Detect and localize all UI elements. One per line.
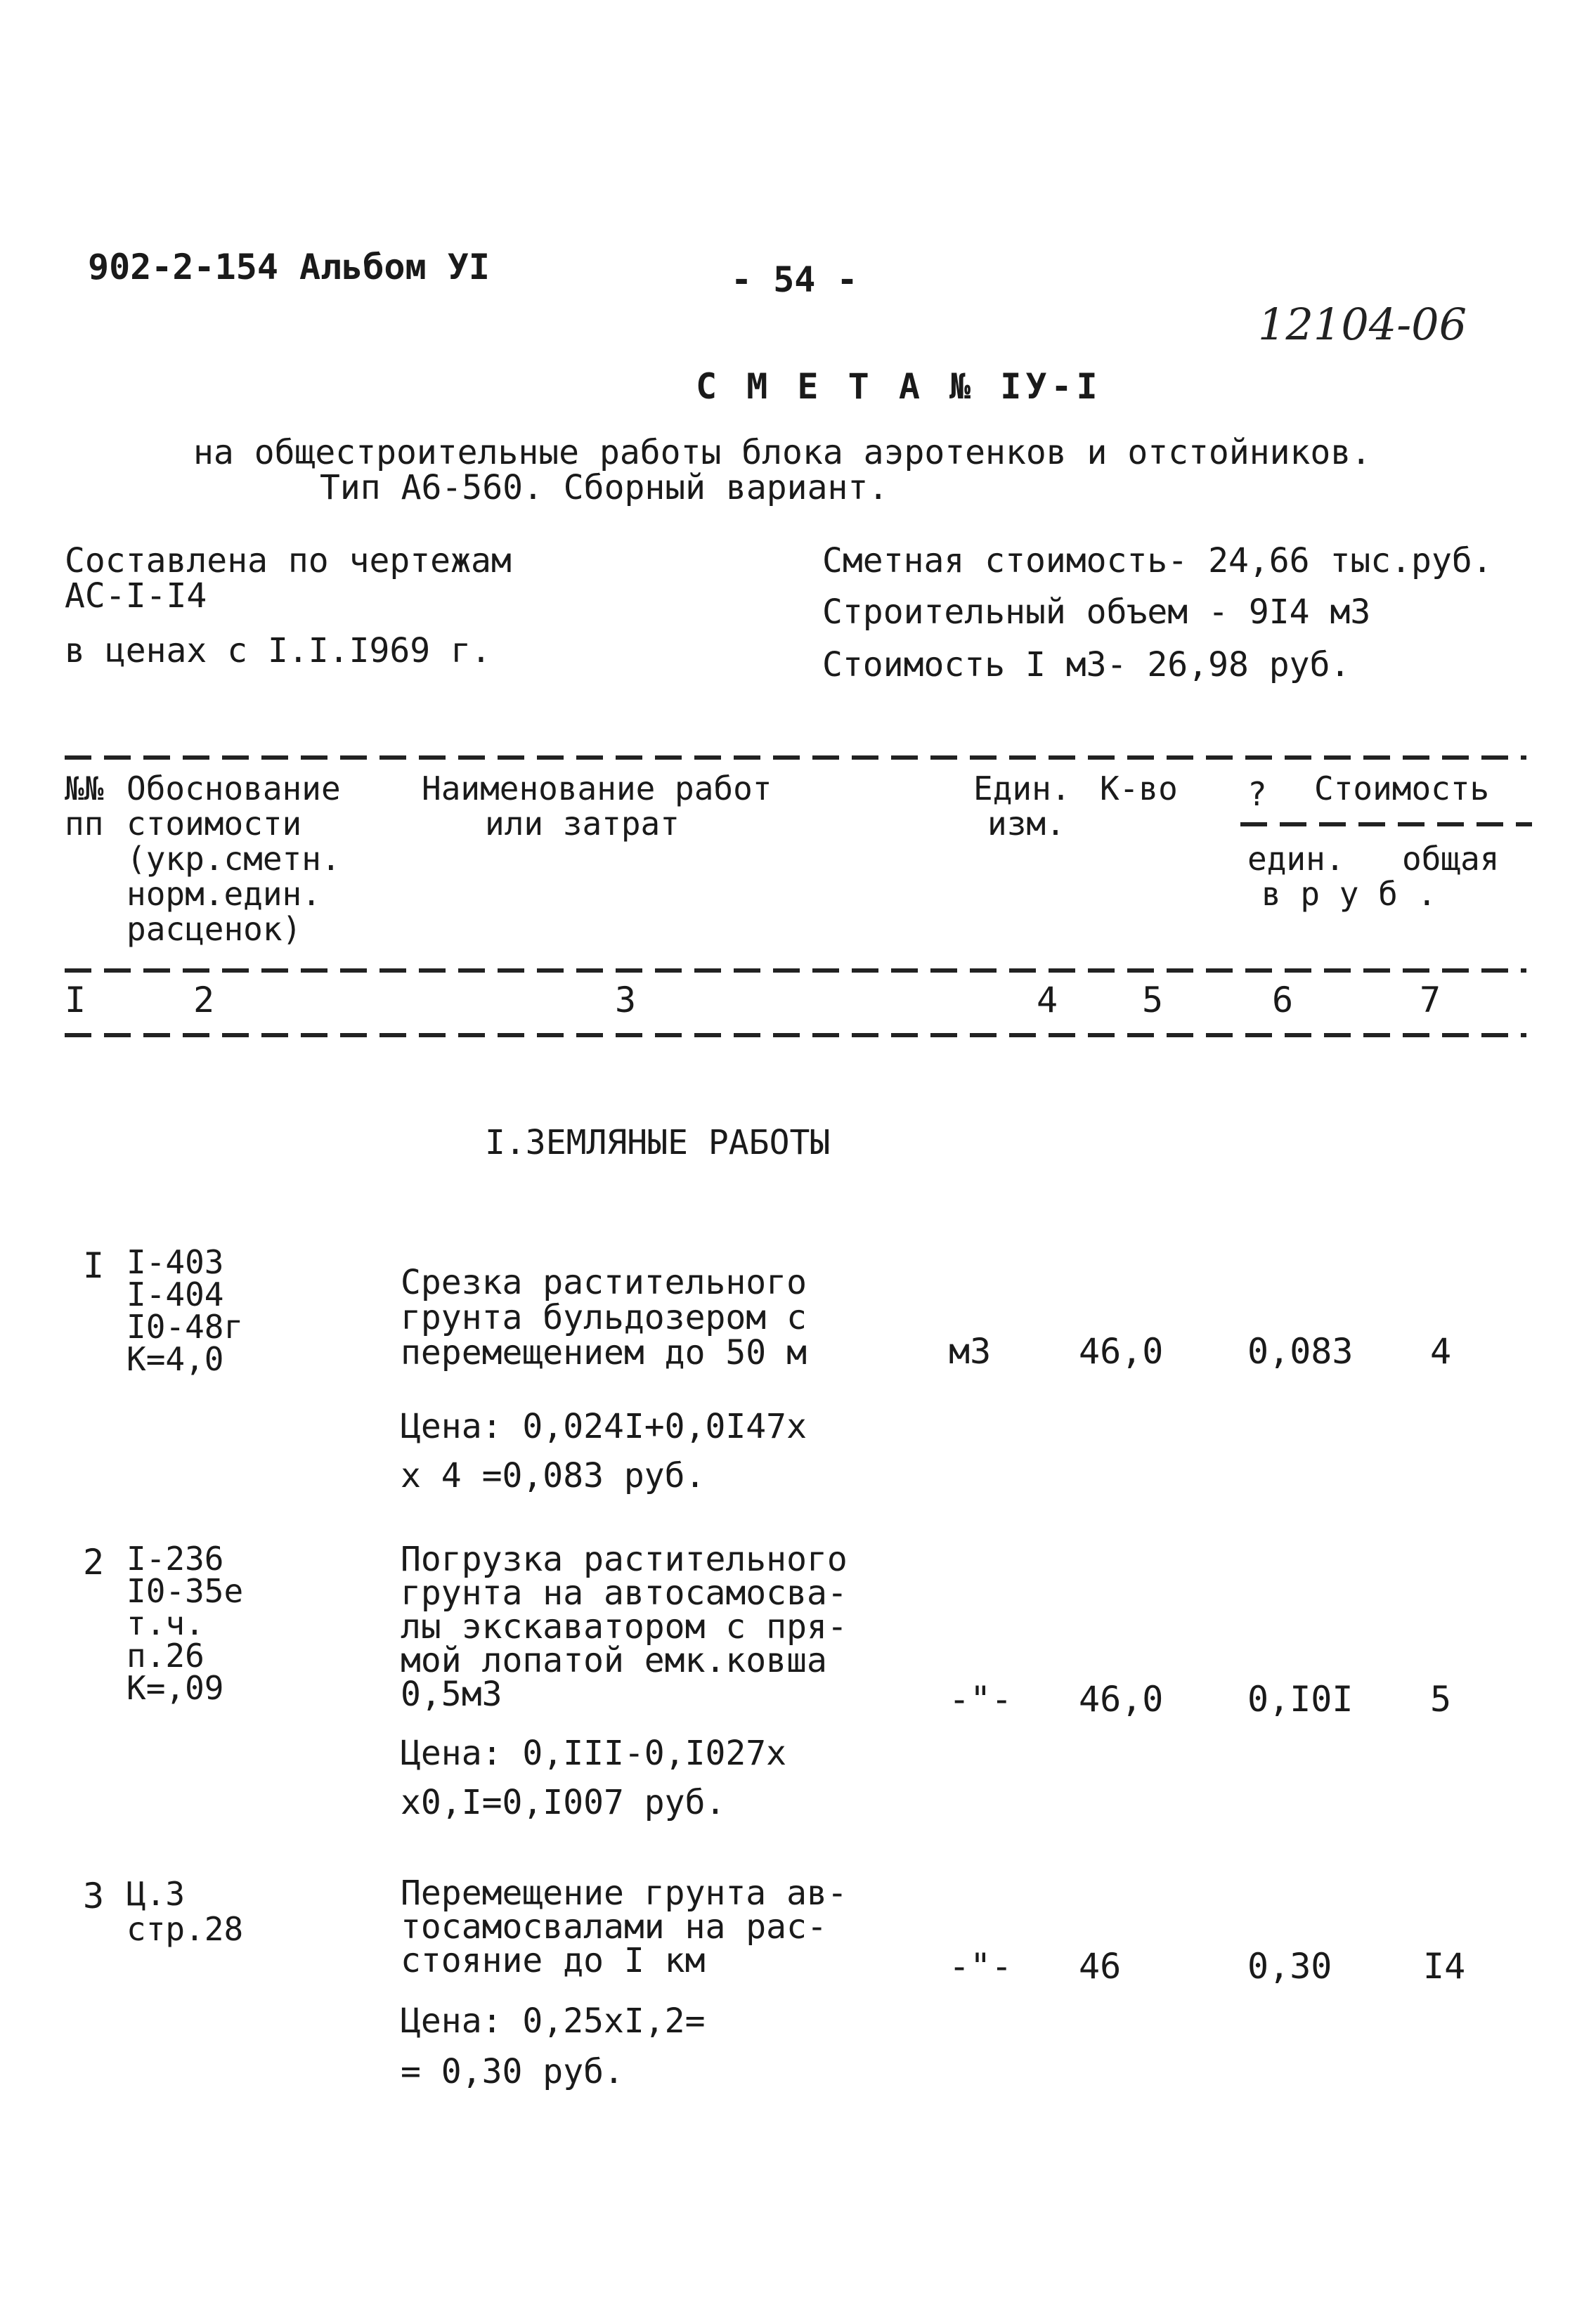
row-1-number: I	[83, 1245, 105, 1286]
question-mark: ?	[1247, 775, 1267, 813]
handwritten-number: 12104-06	[1258, 299, 1467, 350]
col-unit-cost-header: един.	[1247, 840, 1345, 878]
drawings-code: АС-I-I4	[65, 576, 207, 616]
estimated-cost: Сметная стоимость- 24,66 тыс.руб.	[822, 541, 1493, 580]
section-title: I.ЗЕМЛЯНЫЕ РАБОТЫ	[485, 1123, 831, 1162]
row-3-price-formula: Цена: 0,25хI,2= = 0,30 руб.	[401, 2001, 706, 2091]
header-bottom-rule	[65, 968, 1526, 973]
row-2-unit-cost: 0,I0I	[1247, 1679, 1354, 1720]
row-3-basis: Ц.3 стр.28	[126, 1875, 244, 1948]
row-1-basis: I-403 I-404 I0-48г К=4,0	[126, 1243, 244, 1378]
cost-per-m3: Стоимость I м3- 26,98 руб.	[822, 645, 1351, 684]
row-2-basis: I-236 I0-35е т.ч. п.26 К=,09	[126, 1540, 244, 1707]
col-name-header: Наименование работ или затрат	[422, 770, 772, 843]
estimate-title: С М Е Т А № IУ-I	[696, 366, 1102, 407]
header-top-rule	[65, 755, 1526, 760]
row-2-work-name: Погрузка растительного грунта на автосамосва- лы экскаватором с пря- мой лопатой емк.ковша 0,5м3	[401, 1540, 848, 1714]
column-numbers-rule	[65, 1033, 1526, 1037]
drawings-label: Составлена по чертежам	[65, 541, 512, 580]
row-1-total: 4	[1430, 1331, 1452, 1372]
row-1-quantity: 46,0	[1079, 1331, 1164, 1372]
row-1-unit-cost: 0,083	[1247, 1331, 1354, 1372]
document-code: 902-2-154 Альбом УI	[88, 247, 490, 287]
col-basis-header: Обоснование стоимости (укр.сметн. норм.един. расценок)	[126, 770, 341, 948]
row-2-number: 2	[83, 1542, 105, 1583]
column-number-4: 4	[1037, 980, 1058, 1020]
row-3-total: I4	[1423, 1946, 1466, 1987]
cost-group-rule	[1240, 822, 1532, 826]
column-number-7: 7	[1420, 980, 1441, 1020]
page-number: - 54 -	[731, 259, 858, 300]
row-3-unit-cost: 0,30	[1247, 1946, 1332, 1987]
column-number-1: I	[65, 980, 86, 1020]
row-2-unit: -"-	[949, 1679, 1013, 1720]
construction-volume: Строительный объем - 9I4 м3	[822, 592, 1371, 632]
column-number-2: 2	[193, 980, 215, 1020]
column-number-3: 3	[615, 980, 637, 1020]
row-2-total: 5	[1430, 1679, 1452, 1720]
col-unit-header: Един. изм.	[973, 770, 1071, 843]
row-2-price-formula: Цена: 0,III-0,I027х х0,I=0,I007 руб.	[401, 1734, 787, 1822]
estimate-subtitle-line2: Тип А6-560. Сборный вариант.	[320, 468, 889, 507]
estimate-subtitle-line1: на общестроительные работы блока аэротенков и отстойников.	[193, 433, 1372, 472]
row-3-unit: -"-	[949, 1946, 1013, 1987]
row-2-quantity: 46,0	[1079, 1679, 1164, 1720]
prices-date: в ценах с I.I.I969 г.	[65, 631, 491, 670]
row-1-unit: м3	[949, 1331, 992, 1372]
column-number-6: 6	[1272, 980, 1294, 1020]
row-1-work-name: Срезка растительного грунта бульдозером с перемещением до 50 м	[401, 1263, 807, 1372]
currency-label: в р у б .	[1261, 875, 1437, 913]
row-1-price-formula: Цена: 0,024I+0,0I47х х 4 =0,083 руб.	[401, 1407, 807, 1495]
cost-group-header: Стоимость	[1314, 770, 1490, 807]
column-number-5: 5	[1142, 980, 1164, 1020]
row-3-quantity: 46	[1079, 1946, 1122, 1987]
col-qty-header: К-во	[1100, 770, 1178, 807]
col-total-header: общая	[1402, 840, 1500, 878]
row-3-work-name: Перемещение грунта ав- тосамосвалами на рас- стояние до I км	[401, 1874, 848, 1980]
col-number-header: №№ пп	[65, 770, 104, 843]
row-3-number: 3	[83, 1876, 105, 1916]
